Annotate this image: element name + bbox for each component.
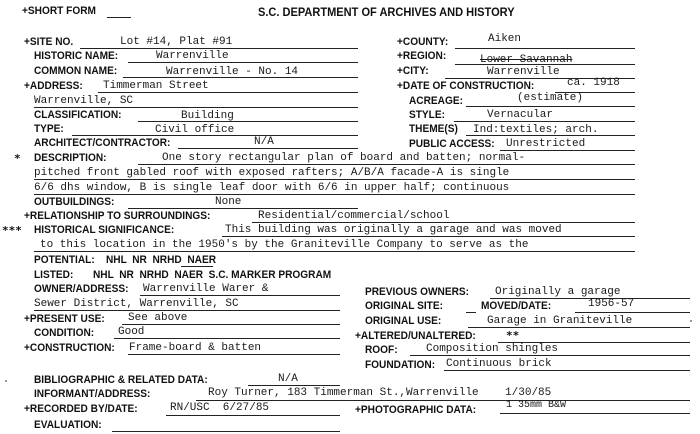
moved-date-value: 1956-57 (588, 298, 635, 310)
date-value: ca. 1918 (567, 77, 620, 89)
scan-speck (5, 380, 7, 382)
original-site-label: ORIGINAL SITE: (365, 300, 443, 312)
construction-line (128, 354, 340, 355)
short-form-label: +SHORT FORM (22, 5, 96, 17)
construction-value: Frame-board & batten (129, 342, 262, 354)
owner-line-2 (34, 310, 340, 311)
previous-owners-label: PREVIOUS OWNERS: (365, 286, 470, 298)
public-access-value: Unrestricted (506, 138, 586, 150)
moved-date-label: MOVED/DATE: (481, 300, 552, 312)
address-line-2 (34, 107, 358, 108)
historic-name-label: HISTORIC NAME: (34, 50, 119, 62)
description-line-3: 6/6 dhs window, B is single leaf door with 6/6 in upper half; continuous (34, 182, 510, 194)
outbuildings-value: None (215, 196, 242, 208)
roof-value: Composition shingles (426, 343, 559, 355)
description-marker: * (14, 152, 21, 165)
common-name-line (123, 77, 358, 78)
listed-label: LISTED: (34, 269, 74, 281)
bibliographic-line (248, 385, 340, 386)
evaluation-line (112, 431, 340, 432)
relationship-label: +RELATIONSHIP TO SURROUNDINGS: (24, 210, 211, 222)
potential-value: NHL NR NRHD NAER (106, 254, 217, 266)
foundation-value: Continuous brick (446, 358, 552, 370)
acreage-line (466, 106, 635, 107)
type-value: Civil office (155, 124, 235, 136)
description-line-1: One story rectangular plan of board and batten; normal- (162, 152, 526, 164)
present-use-label: +PRESENT USE: (24, 313, 105, 325)
description-label: DESCRIPTION: (34, 152, 107, 164)
owner-line (140, 295, 340, 296)
architect-value: N/A (254, 136, 274, 148)
roof-label: ROOF: (365, 344, 398, 356)
address-label: +ADDRESS: (24, 80, 83, 92)
owner-value-2: Sewer District, Warrenville, SC (34, 298, 239, 310)
present-use-value: See above (128, 312, 188, 324)
style-line (454, 121, 635, 122)
city-value: Warrenville (487, 66, 560, 78)
common-name-label: COMMON NAME: (34, 65, 118, 77)
date-label: +DATE OF CONSTRUCTION: (397, 80, 535, 92)
description-rule-2 (34, 179, 635, 180)
recorded-label: +RECORDED BY/DATE: (24, 403, 138, 415)
construction-label: +CONSTRUCTION: (24, 342, 115, 354)
original-use-line (468, 327, 690, 328)
outbuildings-line (128, 208, 358, 209)
bibliographic-value: N/A (278, 373, 298, 385)
owner-label: OWNER/ADDRESS: (34, 283, 129, 295)
significance-rule-1 (222, 236, 635, 237)
public-access-line (500, 150, 635, 151)
type-label: TYPE: (34, 123, 64, 135)
significance-line-1: This building was originally a garage and was moved (225, 224, 562, 236)
region-label: +REGION: (397, 50, 447, 62)
scan-speck (690, 320, 692, 322)
significance-rule-2 (34, 251, 635, 252)
address-value: Timmerman Street (103, 80, 209, 92)
altered-label: +ALTERED/UNALTERED: (355, 330, 476, 342)
themes-value: Ind:textiles; arch. (473, 124, 599, 136)
description-rule-1 (138, 164, 635, 165)
classification-value: Building (181, 110, 234, 122)
roof-line (410, 355, 690, 356)
significance-line-2: to this location in the 1950's by the Graniteville Company to serve as the (40, 239, 529, 251)
potential-label: POTENTIAL: (34, 254, 95, 266)
photographic-line (500, 413, 690, 414)
address-line (98, 92, 358, 93)
architect-label: ARCHITECT/CONTRACTOR: (34, 137, 171, 149)
site-no-line (80, 48, 358, 49)
condition-line (114, 338, 340, 339)
evaluation-label: EVALUATION: (34, 419, 102, 431)
acreage-value: (estimate) (517, 92, 584, 104)
relationship-line (252, 222, 635, 223)
style-value: Vernacular (487, 109, 554, 121)
architect-line (178, 148, 358, 149)
site-no-value: Lot #14, Plat #91 (120, 36, 233, 48)
themes-line (466, 135, 635, 136)
themes-label: THEME(S) (409, 123, 458, 135)
address-value-2: Warrenville, SC (34, 95, 134, 107)
owner-value: Warrenville Warer & (143, 283, 269, 295)
outbuildings-label: OUTBUILDINGS: (34, 196, 115, 208)
original-site-line (466, 312, 476, 313)
photographic-value: 1 35mm B&W (506, 400, 567, 411)
photographic-label: +PHOTOGRAPHIC DATA: (355, 404, 477, 416)
informant-label: INFORMANT/ADDRESS: (34, 388, 151, 400)
significance-label: HISTORICAL SIGNIFICANCE: (34, 224, 175, 236)
county-line (455, 48, 635, 49)
form-title: S.C. DEPARTMENT OF ARCHIVES AND HISTORY (258, 5, 515, 19)
original-use-label: ORIGINAL USE: (365, 315, 442, 327)
condition-value: Good (118, 326, 145, 338)
significance-marker: *** (2, 224, 22, 237)
bibliographic-label: BIBLIOGRAPHIC & RELATED DATA: (34, 374, 208, 386)
informant-line (196, 400, 690, 401)
style-label: STYLE: (409, 109, 445, 121)
classification-line (138, 121, 358, 122)
description-rule-3 (34, 194, 635, 195)
relationship-value: Residential/commercial/school (258, 210, 450, 222)
potential-nrhd-underline (181, 266, 213, 267)
type-line (72, 135, 358, 136)
foundation-label: FOUNDATION: (365, 359, 436, 371)
moved-date-line (575, 312, 690, 313)
condition-label: CONDITION: (34, 327, 95, 339)
city-label: +CITY: (397, 65, 429, 77)
classification-label: CLASSIFICATION: (34, 109, 122, 121)
region-line (455, 64, 635, 65)
public-access-label: PUBLIC ACCESS: (409, 138, 495, 150)
present-use-line (122, 324, 340, 325)
site-no-label: +SITE NO. (24, 36, 74, 48)
region-value: Lower Savannah (480, 54, 573, 66)
acreage-label: ACREAGE: (409, 95, 463, 107)
county-value: Aiken (488, 33, 522, 45)
original-use-value: Garage in Graniteville (487, 315, 633, 327)
altered-value: ** (506, 329, 520, 342)
informant-value: Roy Turner, 183 Timmerman St.,Warrenville 1/30/85 (208, 387, 552, 399)
historic-name-value: Warrenville (156, 50, 229, 62)
description-line-2: pitched front gabled roof with exposed rafters; A/B/A facade-A is single (34, 167, 510, 179)
previous-owners-value: Originally a garage (495, 286, 621, 298)
listed-value: NHL NR NRHD NAER S.C. MARKER PROGRAM (93, 269, 332, 281)
county-label: +COUNTY: (397, 36, 449, 48)
recorded-line (166, 415, 340, 416)
recorded-value: RN/USC 6/27/85 (170, 402, 270, 414)
historic-name-line (128, 62, 358, 63)
foundation-line (444, 370, 690, 371)
short-form-line (107, 17, 131, 18)
common-name-value: Warrenville - No. 14 (166, 66, 299, 78)
